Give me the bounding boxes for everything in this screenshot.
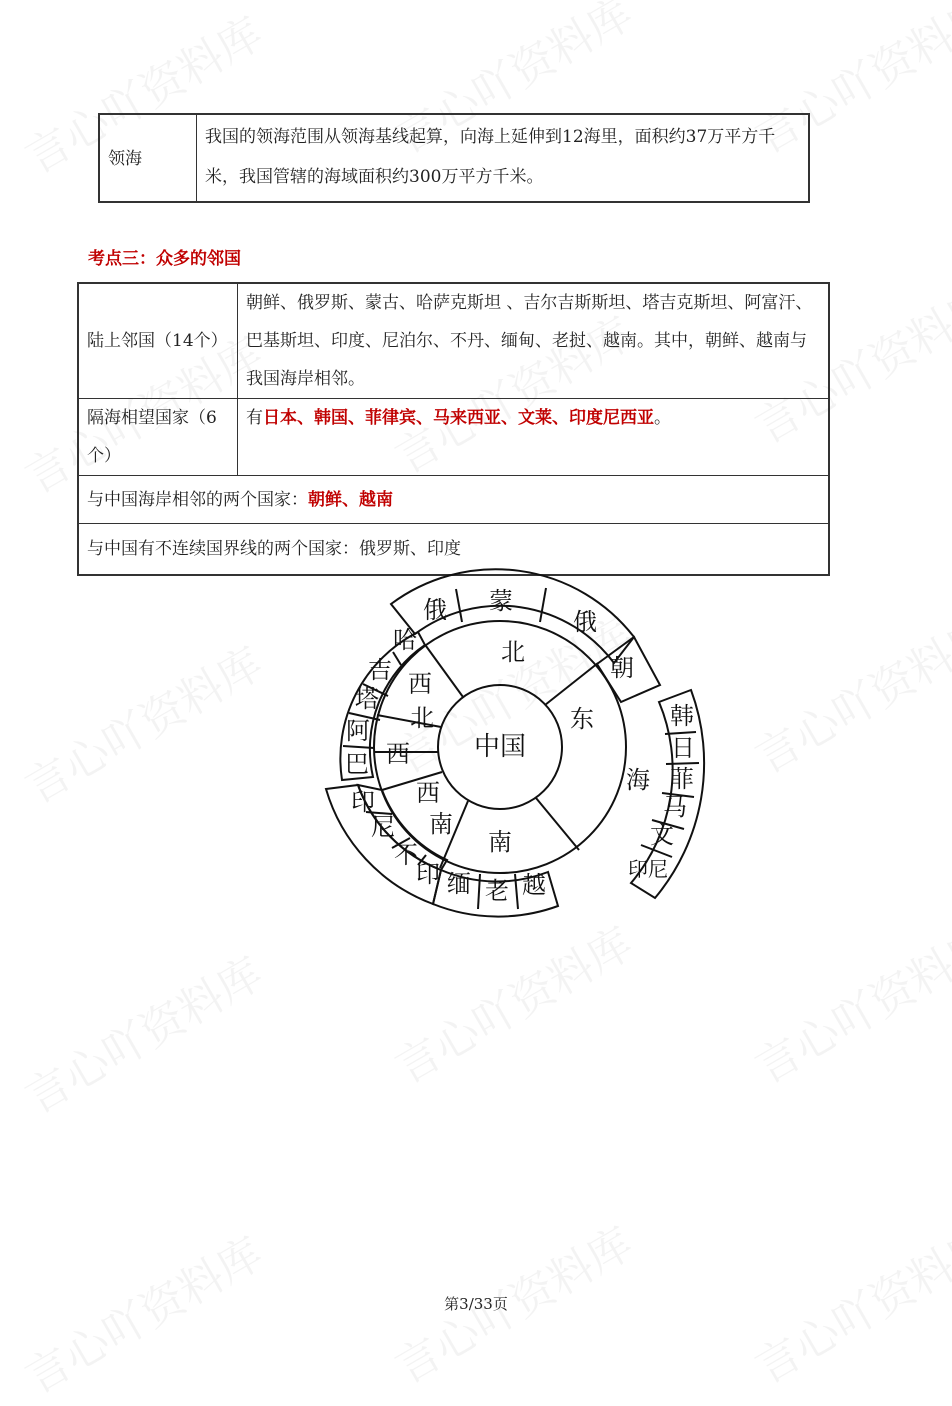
- land-neighbors-label: 陆上邻国（14个）: [78, 283, 238, 399]
- sea-band-divider: [666, 763, 699, 764]
- ring-east: 朝: [610, 654, 634, 682]
- land-neighbors-content: 朝鲜、俄罗斯、蒙古、哈萨克斯坦 、吉尔吉斯斯坦、塔吉克斯坦、阿富汗、巴基斯坦、印度、尼泊尔、不丹、缅甸、老挝、越南。其中，朝鲜、越南与我国海岸相邻。: [238, 283, 830, 399]
- ring-nw-5: 巴: [345, 750, 369, 778]
- ring-nw-3: 塔: [355, 685, 379, 713]
- north-band-divider: [456, 589, 462, 622]
- sea-neighbors-label: 隔海相望国家（6个）: [78, 399, 238, 476]
- label-north: 北: [501, 638, 525, 666]
- ring-sea-5: 文: [650, 821, 674, 849]
- ring-sea-3: 菲: [670, 765, 694, 793]
- territorial-sea-content: 我国的领海范围从领海基线起算，向海上延伸到12海里，面积约37万平方千米，我国管辖的海域面积约300万平方千米。: [197, 114, 810, 202]
- label-east: 东: [570, 705, 594, 733]
- sea-suffix: 。: [654, 408, 671, 428]
- ring-sw-3: 不: [394, 841, 418, 869]
- label-northwest-2: 北: [410, 704, 434, 732]
- south-band-divider: [478, 874, 480, 909]
- ring-south-2: 老: [485, 877, 509, 905]
- ring-sea-6: 印尼: [628, 857, 668, 881]
- ring-nw-1: 哈: [393, 626, 417, 654]
- ring-south-3: 越: [522, 871, 546, 899]
- label-southwest-2: 南: [429, 810, 453, 838]
- label-southwest-1: 西: [416, 779, 440, 807]
- ring-sw-4: 印: [416, 860, 440, 888]
- ring-nw-4: 阿: [346, 717, 370, 745]
- north-band-divider: [540, 588, 546, 622]
- coast-prefix: 与中国海岸相邻的两个国家：: [87, 489, 308, 510]
- ring-sw-2: 尼: [371, 813, 395, 841]
- divider-south-east: [536, 798, 579, 850]
- ring-north-1: 俄: [423, 596, 447, 624]
- ring-sea-4: 马: [663, 793, 687, 821]
- label-northwest-1: 西: [408, 670, 432, 698]
- ring-sw-1: 印: [351, 788, 375, 816]
- page-footer: 第3/33页: [444, 1295, 508, 1313]
- ring-north-2: 蒙: [489, 587, 513, 615]
- ring-sea-1: 韩: [670, 702, 694, 730]
- ring-north-3: 俄: [573, 608, 597, 636]
- ring-south-1: 缅: [447, 870, 471, 898]
- label-sea: 海: [626, 766, 650, 794]
- label-south: 南: [488, 828, 512, 856]
- label-west: 西: [386, 740, 410, 768]
- divider-north-east: [545, 663, 598, 705]
- sea-prefix: 有: [246, 408, 263, 428]
- sea-countries: 日本、韩国、菲律宾、马来西亚、文莱、印度尼西亚: [263, 408, 654, 428]
- coast-countries: 朝鲜、越南: [308, 489, 393, 510]
- section-heading: 考点三：众多的邻国: [88, 249, 241, 269]
- label-center: 中国: [473, 732, 527, 762]
- ring-nw-2: 吉: [368, 656, 392, 684]
- territorial-sea-label: 领海: [99, 114, 197, 202]
- ring-sea-2: 日: [671, 734, 695, 762]
- discontinuous-border-row: 与中国有不连续国界线的两个国家：俄罗斯、印度: [78, 524, 829, 575]
